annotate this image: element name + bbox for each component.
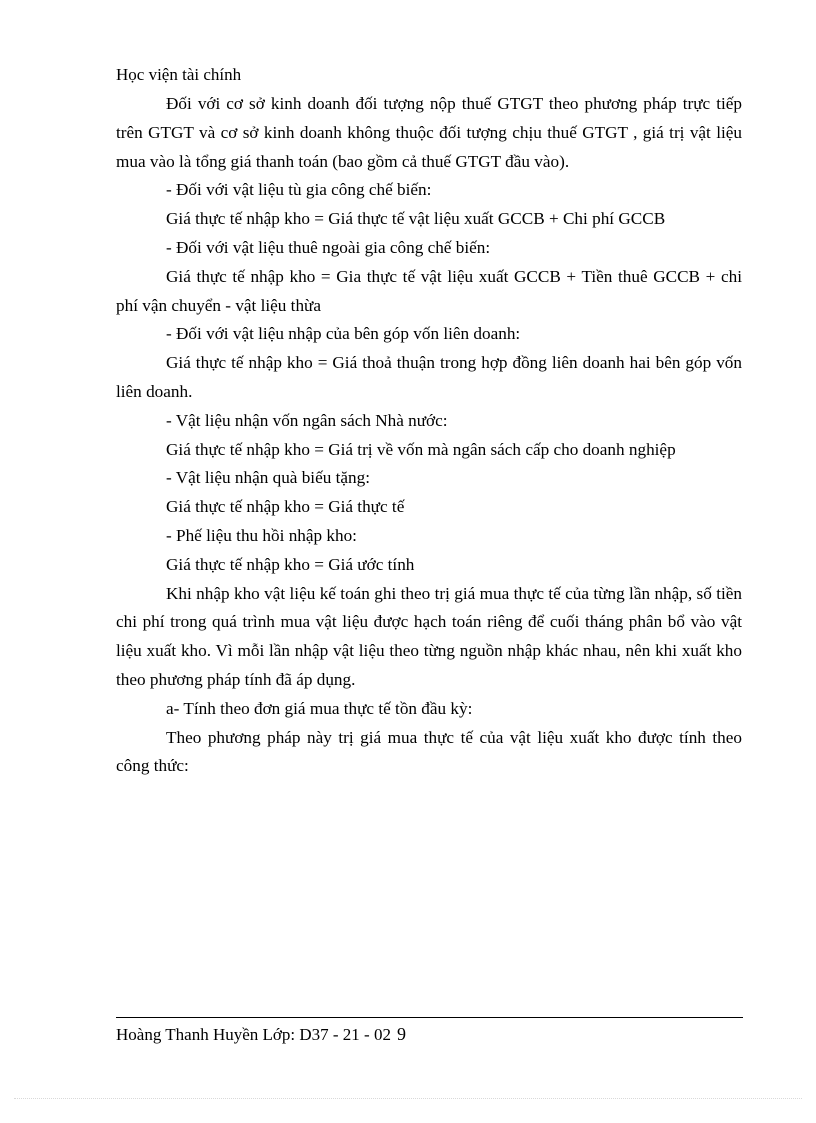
footer-divider: [116, 1017, 743, 1018]
bullet-joint-venture: - Đối với vật liệu nhập của bên góp vốn liên doanh:: [166, 324, 521, 344]
paragraph-vat-direct-method: Đối với cơ sở kinh doanh đối tượng nộp thuế GTGT theo phương pháp trực tiếp trên GTGT và cơ sở kinh doanh không thuộc đối tượng chịu thuế GTGT , giá trị vật liệu mua vào là tổng giá thanh toán (bao gồm cả thuế GTGT đầu vào).: [116, 94, 742, 171]
document-body: [116, 90, 742, 781]
institution-name: Học viện tài chính: [116, 65, 242, 84]
formula-outsourced-processing: Giá thực tế nhập kho = Gia thực tế vật liệu xuất GCCB + Tiền thuê GCCB + chi phí vận chuyển - vật liệu thừa: [116, 266, 742, 315]
formula-gift: Giá thực tế nhập kho = Giá thực tế: [166, 497, 405, 517]
formula-state-budget: Giá thực tế nhập kho = Giá trị về vốn mà ngân sách cấp cho doanh nghiệp: [166, 439, 676, 459]
formula-scrap: Giá thực tế nhập kho = Giá ước tính: [166, 554, 415, 574]
bullet-gift: - Vật liệu nhận quà biếu tặng:: [166, 468, 370, 488]
footer-author-class: Hoàng Thanh Huyền Lớp: D37 - 21 - 02: [116, 1025, 391, 1044]
paragraph-method-intro: Theo phương pháp này trị giá mua thực tế của vật liệu xuất kho được tính theo công thức:: [116, 727, 742, 776]
page-bottom-edge: [14, 1098, 802, 1123]
page-header: [116, 64, 241, 86]
formula-joint-venture: Giá thực tế nhập kho = Giá thoả thuận trong hợp đồng liên doanh hai bên góp vốn liên doanh.: [116, 353, 742, 401]
formula-self-processed: Giá thực tế nhập kho = Giá thực tế vật liệu xuất GCCB + Chi phí GCCB: [166, 209, 666, 229]
page-footer: [116, 1023, 406, 1046]
paragraph-receipt-accounting: Khi nhập kho vật liệu kế toán ghi theo trị giá mua thực tế của từng lần nhập, số tiền chi phí trong quá trình mua vật liệu được hạch toán riêng để cuối tháng phân bổ vào vật liệu xuất kho. Vì mỗi lần nhập vật liệu theo từng nguồn nhập khác nhau, nên khi xuất kho theo phương pháp tính đã áp dụng.: [116, 583, 742, 689]
bullet-outsourced-processing: - Đối với vật liệu thuê ngoài gia công chế biến:: [166, 237, 491, 257]
page-number: 9: [396, 1024, 406, 1044]
bullet-scrap: - Phế liệu thu hồi nhập kho:: [166, 525, 357, 545]
bullet-self-processed: - Đối với vật liệu tù gia công chế biến:: [166, 180, 432, 200]
bullet-state-budget: - Vật liệu nhận vốn ngân sách Nhà nước:: [166, 410, 448, 430]
section-heading-opening-unit-price: a- Tính theo đơn giá mua thực tế tồn đầu kỳ:: [166, 698, 473, 718]
